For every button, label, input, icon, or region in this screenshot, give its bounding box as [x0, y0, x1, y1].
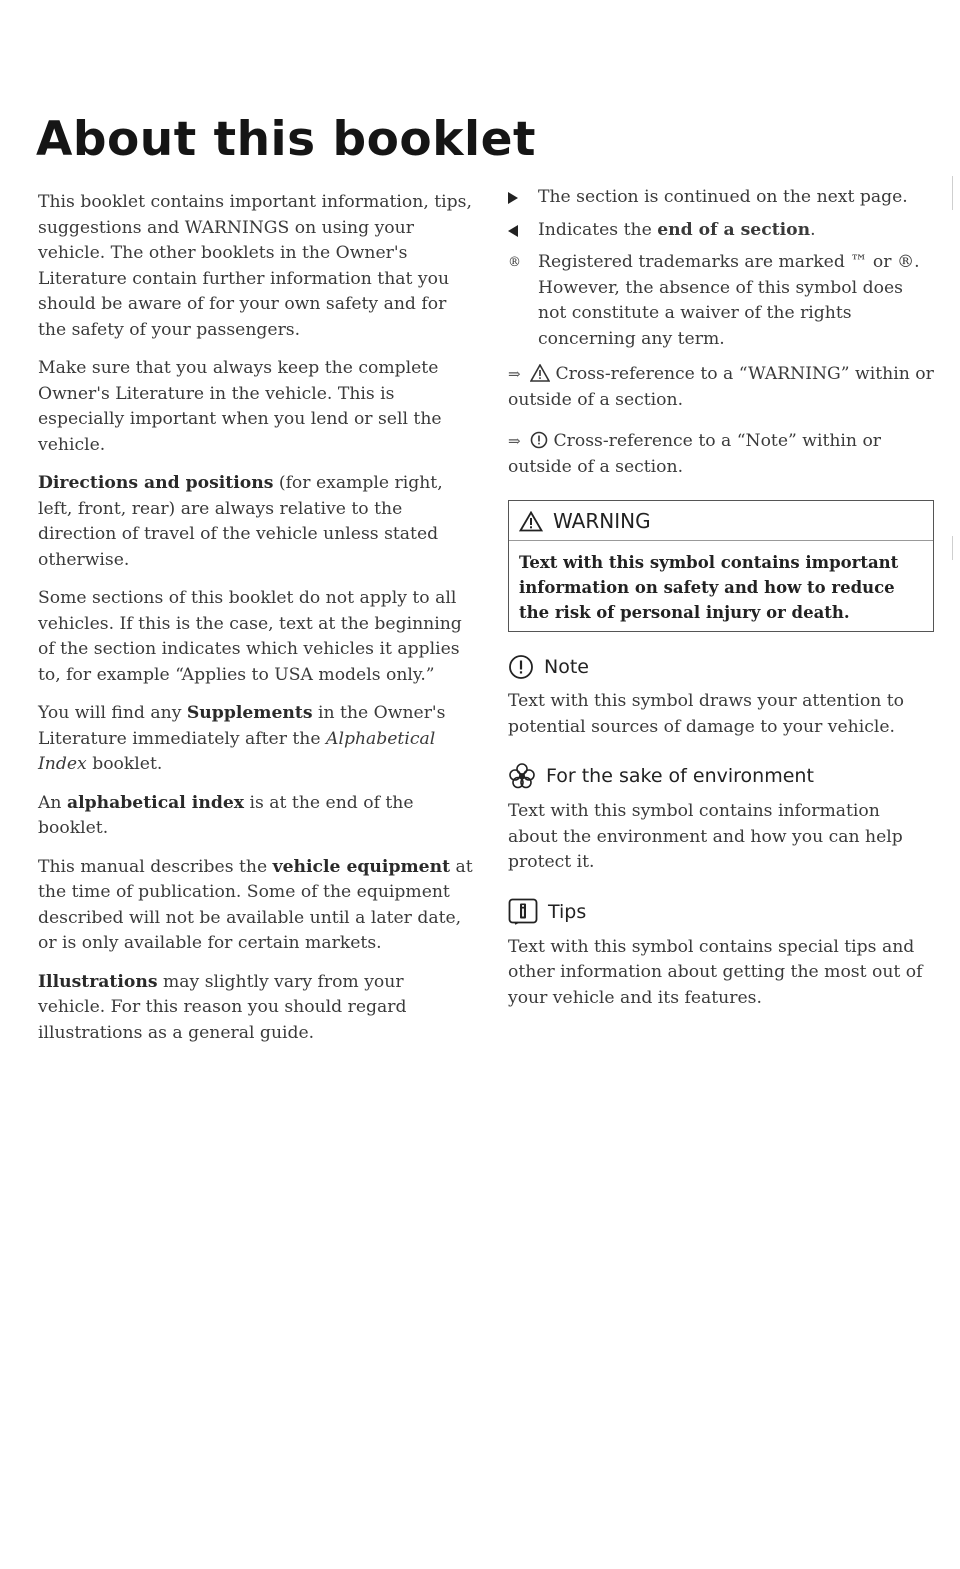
note-text: Text with this symbol draws your attention to potential sources of damage to your vehicle. — [508, 691, 905, 737]
index-text-a: An — [38, 792, 67, 813]
illustrations-bold: Illustrations — [38, 971, 158, 992]
warning-body: Text with this symbol contains important information on safety and how to reduce the risk of personal injury or death. — [519, 553, 899, 622]
note-heading — [508, 654, 934, 680]
supplements-paragraph — [38, 701, 474, 778]
end-bold: end of a section — [657, 219, 811, 240]
trademark-text: Registered trademarks are marked ™ or ®. However, the absence of this symbol does not constitute a waiver of the rights concerning any term. — [538, 252, 920, 349]
xref-note-text: Cross-reference to a “Note” within or outside of a section. — [508, 431, 882, 477]
arrow-right-icon — [508, 192, 518, 204]
note-title: Note — [544, 656, 589, 678]
supplements-text-b: in the Owner's Literature immediately after the — [38, 703, 446, 749]
supplements-text-c: booklet. — [86, 754, 163, 774]
directions-text: (for example right, left, front, rear) are always relative to the direction of travel of the vehicle unless stated otherwise. — [38, 473, 443, 570]
tips-info-icon — [508, 898, 538, 926]
warning-triangle-icon — [530, 364, 550, 382]
warning-box — [508, 500, 934, 632]
warning-title: WARNING — [553, 509, 651, 533]
equipment-text-a: This manual describes the — [38, 856, 273, 877]
xref-warning-row — [508, 362, 934, 413]
directions-paragraph — [38, 471, 474, 573]
page-edge-mark-top — [952, 176, 953, 210]
tips-title: Tips — [548, 900, 587, 923]
xref-note-row — [508, 429, 934, 480]
environment-text: Text with this symbol contains information about the environment and how you can help protect it. — [508, 801, 903, 872]
tips-heading — [508, 898, 934, 926]
equipment-paragraph — [38, 855, 474, 957]
supplements-bold: Supplements — [186, 703, 313, 723]
illustrations-text: may slightly vary from your vehicle. For this reason you should regard illustrations as a general guide. — [38, 971, 407, 1043]
environment-title: For the sake of environment — [546, 765, 814, 787]
index-paragraph — [38, 791, 474, 842]
directions-bold: Directions and positions — [38, 473, 274, 493]
equipment-bold: vehicle equipment — [272, 856, 451, 877]
warning-header — [509, 501, 933, 541]
index-bold: alphabetical index — [66, 792, 245, 813]
continued-row — [508, 185, 934, 211]
xref-arrow-icon-2: ⇒ — [508, 432, 521, 450]
page-title: About this booklet — [36, 112, 536, 167]
warning-triangle-icon-large — [519, 511, 543, 532]
environment-flower-icon — [508, 762, 536, 790]
trademark-row — [508, 250, 934, 352]
end-text-b: . — [810, 219, 816, 240]
page-edge-mark-mid — [952, 536, 953, 560]
equipment-text-b: at the time of publication. Some of the equipment described will not be available until a later date, or is only available for certain markets. — [38, 856, 473, 953]
arrow-left-icon — [508, 225, 518, 237]
environment-heading — [508, 762, 934, 790]
note-exclamation-icon — [530, 431, 548, 449]
alphabetical-index-italic: Alphabetical Index — [38, 728, 436, 774]
left-column — [38, 190, 474, 1059]
end-text-a: Indicates the — [538, 219, 658, 240]
xref-arrow-icon: ⇒ — [508, 365, 521, 383]
registered-icon: ® — [508, 255, 521, 270]
keep-literature-paragraph: Make sure that you always keep the complete Owner's Literature in the vehicle. This is especially important when you lend or sell the vehicle. — [38, 358, 442, 455]
right-column — [508, 185, 934, 1011]
index-text-b: is at the end of the booklet. — [38, 792, 414, 838]
supplements-text-a: You will find any — [38, 703, 187, 723]
illustrations-paragraph — [38, 970, 474, 1047]
note-exclamation-icon-large — [508, 654, 534, 680]
continued-text: The section is continued on the next page. — [538, 187, 908, 207]
intro-paragraph: This booklet contains important information, tips, suggestions and WARNINGS on using your vehicle. The other booklets in the Owner's Literature contain further information that you should be aware of for your own safety and for the safety of your passengers. — [38, 192, 472, 340]
sections-paragraph: Some sections of this booklet do not apply to all vehicles. If this is the case, text at the beginning of the section indicates which vehicles it applies to, for example “Applies to USA models only.” — [38, 588, 462, 685]
xref-warning-text: Cross-reference to a “WARNING” within or outside of a section. — [508, 364, 934, 410]
end-of-section-row — [508, 218, 934, 244]
tips-text: Text with this symbol contains special tips and other information about getting the most out of your vehicle and its features. — [508, 936, 923, 1008]
